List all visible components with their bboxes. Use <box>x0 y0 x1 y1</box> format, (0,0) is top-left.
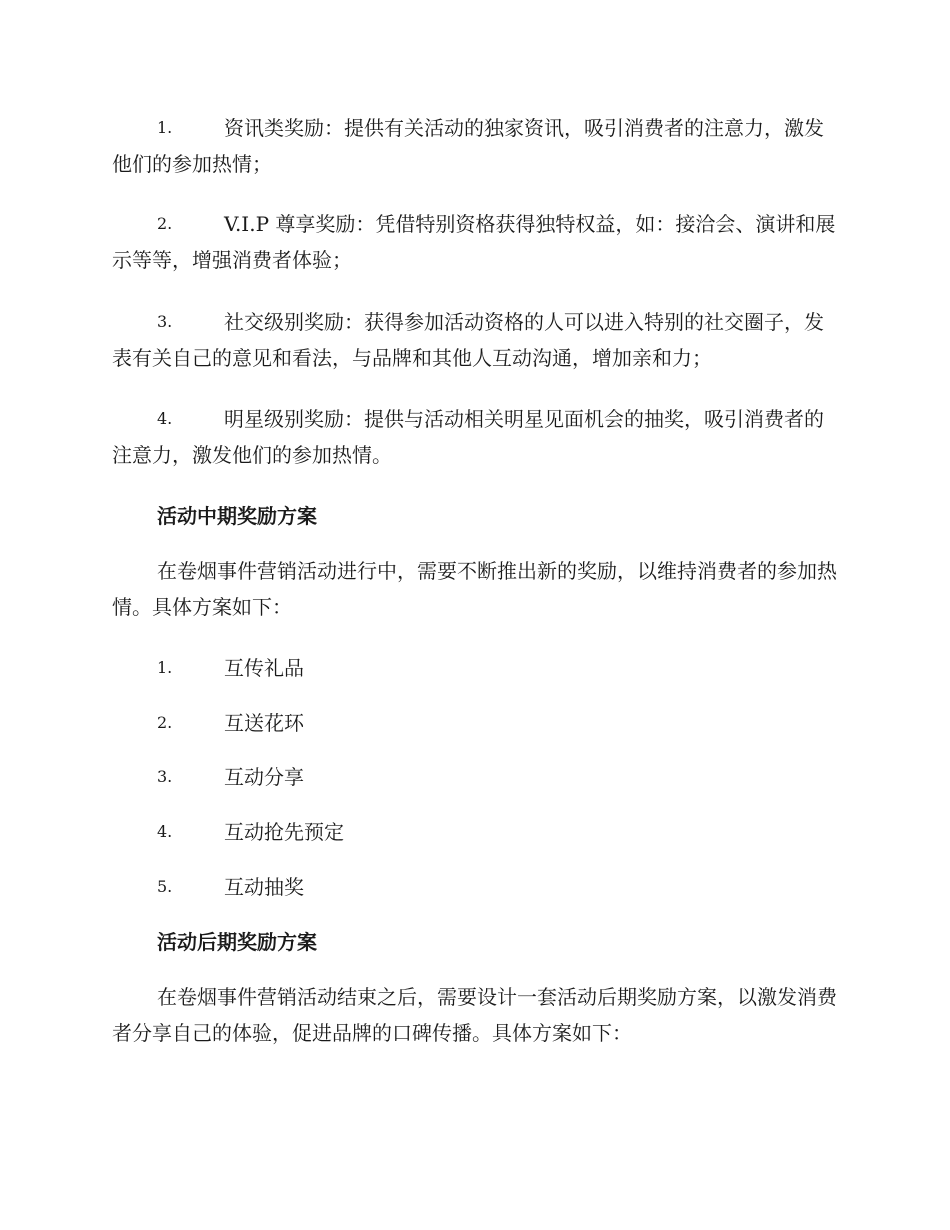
list-item <box>112 814 838 850</box>
list-item <box>112 206 838 278</box>
list-text: 互送花环 <box>224 711 304 735</box>
list-text: V.I.P 尊享奖励：凭借特别资格获得独特权益，如：接洽会、演讲和展示等等，增强消费者体验； <box>112 212 836 272</box>
list-item <box>112 705 838 741</box>
list-item <box>112 110 838 182</box>
list-item <box>112 759 838 795</box>
list-number: 2. <box>157 214 173 233</box>
section-heading: 活动后期奖励方案 <box>157 930 317 954</box>
list-item <box>112 304 838 376</box>
list-number: 5. <box>157 877 173 896</box>
list-number: 1. <box>157 118 173 137</box>
paragraph: 在卷烟事件营销活动进行中，需要不断推出新的奖励，以维持消费者的参加热情。具体方案如下： <box>112 559 837 619</box>
list-number: 3. <box>157 312 173 331</box>
list-text: 互动抢先预定 <box>224 820 344 844</box>
list-number: 2. <box>157 713 173 732</box>
list-item <box>112 869 838 905</box>
list-item <box>112 401 838 473</box>
list-number: 3. <box>157 767 173 786</box>
list-text: 互动抽奖 <box>224 875 304 899</box>
list-item <box>112 650 838 686</box>
list-number: 1. <box>157 658 173 677</box>
list-text: 资讯类奖励：提供有关活动的独家资讯，吸引消费者的注意力，激发他们的参加热情； <box>112 116 824 176</box>
list-number: 4. <box>157 409 173 428</box>
list-number: 4. <box>157 822 173 841</box>
list-text: 社交级别奖励：获得参加活动资格的人可以进入特别的社交圈子，发表有关自己的意见和看法，与品牌和其他人互动沟通，增加亲和力； <box>112 310 824 370</box>
list-text: 互动分享 <box>224 765 304 789</box>
section-heading: 活动中期奖励方案 <box>157 504 317 528</box>
list-text: 互传礼品 <box>224 656 304 680</box>
list-text: 明星级别奖励：提供与活动相关明星见面机会的抽奖，吸引消费者的注意力，激发他们的参加热情。 <box>112 407 824 467</box>
paragraph: 在卷烟事件营销活动结束之后，需要设计一套活动后期奖励方案，以激发消费者分享自己的体验，促进品牌的口碑传播。具体方案如下： <box>112 985 837 1045</box>
